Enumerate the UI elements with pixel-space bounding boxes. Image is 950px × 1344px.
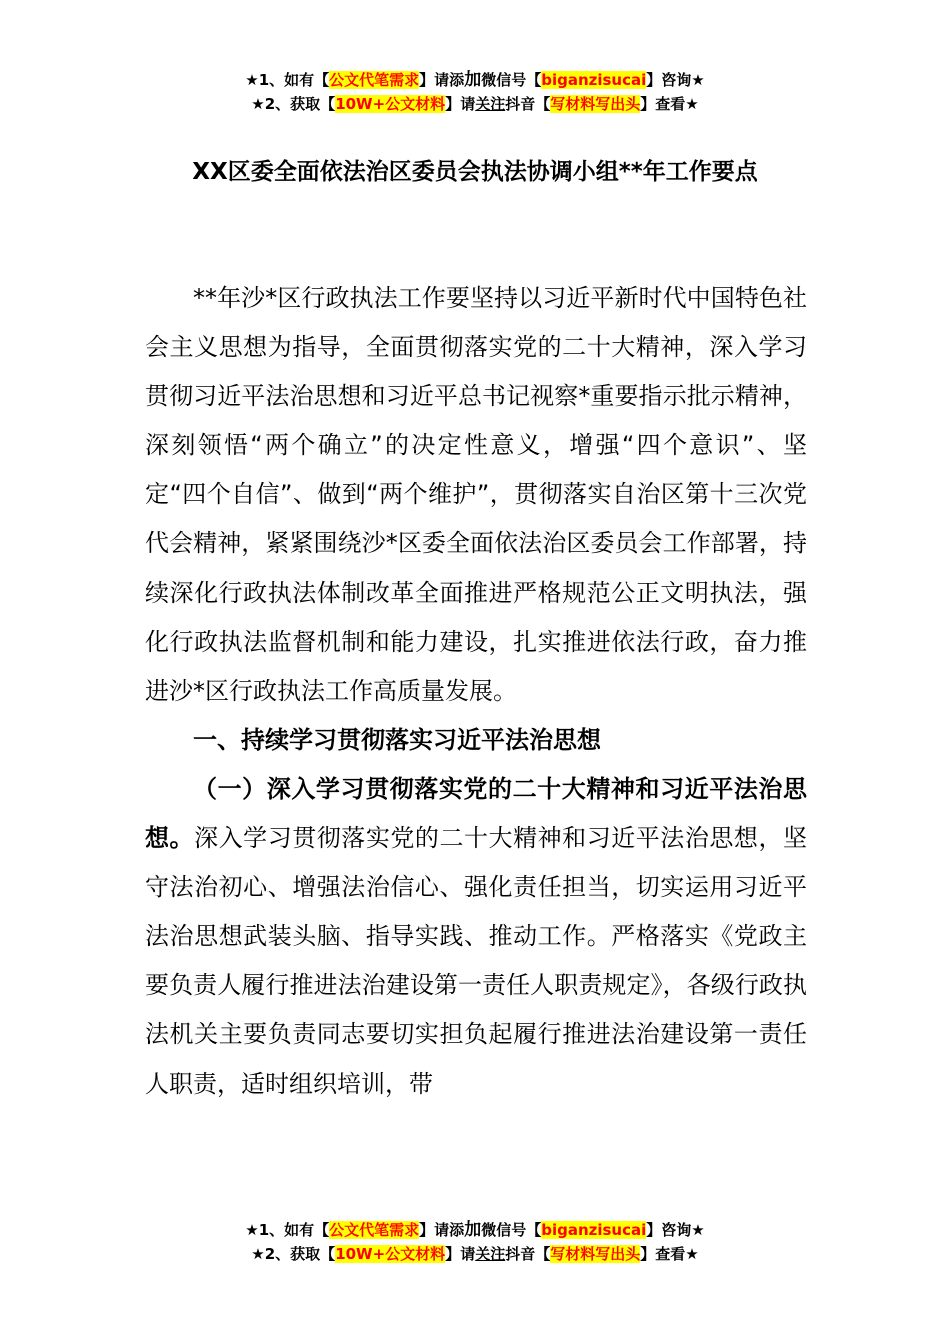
banner-line-2 (0, 92, 950, 116)
banner-text: 】查看★ (640, 1245, 699, 1263)
subsection-paragraph (145, 765, 807, 1109)
banner-text: 】查看★ (640, 95, 699, 113)
banner-text: ★1、如有【 (245, 1221, 330, 1239)
banner-text: ★1、如有【 (245, 71, 330, 89)
banner-highlight: 10W+公文材料 (335, 95, 446, 113)
footer-banner (0, 1218, 950, 1266)
banner-text: 抖音【 (505, 95, 551, 113)
banner-line-1 (0, 68, 950, 92)
intro-paragraph: **年沙*区行政执法工作要坚持以习近平新时代中国特色社会主义思想为指导，全面贯彻落实党的二十大精神，深入学习贯彻习近平法治思想和习近平总书记视察*重要指示批示精神，深刻领悟“两个确立”的决定性意义，增强“四个意识”、坚定“四个自信”、做到“两个维护”，贯彻落实自治区第十三次党代会精神，紧紧围绕沙*区委全面依法治区委员会工作部署，持续深化行政执法体制改革全面推进严格规范公正文明执法，强化行政执法监督机制和能力建设，扎实推进依法行政，奋力推进沙*区行政执法工作高质量发展。 (145, 284, 807, 705)
header-banner (0, 68, 950, 116)
banner-text: ★2、获取【 (251, 1245, 336, 1263)
banner-text: 加 (464, 1220, 482, 1240)
banner-text: 关注 (475, 95, 506, 113)
banner-text: 抖音【 (505, 1245, 551, 1263)
banner-text: 】咨询★ (646, 71, 705, 89)
banner-line-1 (0, 1218, 950, 1242)
banner-text: 微信号【 (481, 1221, 542, 1239)
banner-text: 微信号【 (481, 71, 542, 89)
banner-highlight: biganzisucai (541, 71, 647, 89)
banner-text: 】请 (445, 1245, 476, 1263)
subsection-body: 深入学习贯彻落实党的二十大精神和习近平法治思想，坚守法治初心、增强法治信心、强化责任担当，切实运用习近平法治思想武装头脑、指导实践、推动工作。严格落实《党政主要负责人履行推进法治建设第一责任人职责规定》，各级行政执法机关主要负责同志要切实担负起履行推进法治建设第一责任人职责，适时组织培训，带 (145, 824, 807, 1098)
document-title: XX区委全面依法治区委员会执法协调小组**年工作要点 (192, 159, 758, 185)
subsection-heading: （一）深入学习贯彻落实党的二十大精神和习近平法治思想。 (145, 774, 807, 853)
banner-text: 关注 (475, 1245, 506, 1263)
banner-highlight: 公文代笔需求 (329, 1221, 420, 1239)
banner-highlight: 10W+公文材料 (335, 1245, 446, 1263)
banner-text: 】请添 (419, 71, 465, 89)
banner-highlight: 写材料写出头 (550, 95, 641, 113)
banner-highlight: 写材料写出头 (550, 1245, 641, 1263)
banner-highlight: biganzisucai (541, 1221, 647, 1239)
banner-text: 】咨询★ (646, 1221, 705, 1239)
banner-text: 加 (464, 70, 482, 90)
banner-text: 】请 (445, 95, 476, 113)
banner-line-2 (0, 1242, 950, 1266)
banner-text: ★2、获取【 (251, 95, 336, 113)
document-body (145, 274, 807, 1109)
banner-highlight: 公文代笔需求 (329, 71, 420, 89)
banner-text: 】请添 (419, 1221, 465, 1239)
section-heading: 一、持续学习贯彻落实习近平法治思想 (193, 725, 601, 754)
